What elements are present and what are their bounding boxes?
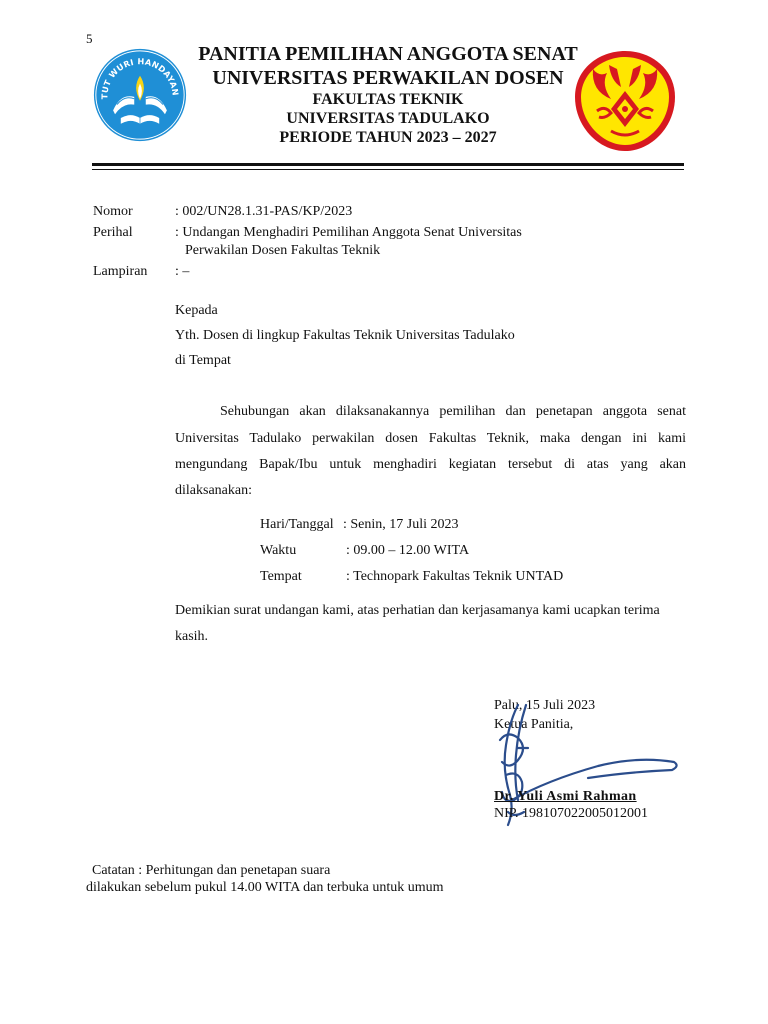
svg-text:TUT WURI HANDAYANI: TUT WURI HANDAYAN	[99, 56, 181, 100]
closing-line-1: Demikian surat undangan kami, atas perhatian dan kerjasamanya kami ucapkan terima	[175, 603, 660, 618]
body-line-3: mengundang Bapak/Ibu untuk menghadiri kegiatan tersebut di atas yang akan	[175, 457, 686, 472]
perihal-value-line-2: Perwakilan Dosen Fakultas Teknik	[185, 243, 381, 258]
header-line-4: UNIVERSITAS TADULAKO	[286, 110, 490, 127]
header-line-2: UNIVERSITAS PERWAKILAN DOSEN	[212, 67, 564, 89]
detail-value-place: : Technopark Fakultas Teknik UNTAD	[346, 569, 564, 584]
header-line-5: PERIODE TAHUN 2023 – 2027	[279, 129, 497, 146]
body-line-2: Universitas Tadulako perwakilan dosen Fakultas Teknik, maka dengan ini kami	[175, 431, 686, 446]
signature-role: Ketua Panitia,	[494, 717, 574, 732]
signature-place-date: Palu, 15 Juli 2023	[494, 698, 596, 713]
closing-line-2: kasih.	[175, 629, 209, 644]
signer-nip: NIP. 198107022005012001	[494, 806, 649, 821]
perihal-label: Perihal	[93, 225, 133, 240]
lampiran-label: Lampiran	[93, 264, 148, 279]
lampiran-value: : –	[175, 264, 190, 279]
detail-value-time: : 09.00 – 12.00 WITA	[346, 543, 470, 558]
detail-label-place: Tempat	[260, 569, 302, 584]
header-divider-thin	[92, 169, 684, 170]
detail-value-date: : Senin, 17 Juli 2023	[343, 517, 459, 532]
body-line-4: dilaksanakan:	[175, 483, 252, 498]
header-divider-thick	[92, 163, 684, 166]
nomor-value: : 002/UN28.1.31-PAS/KP/2023	[175, 204, 353, 219]
nomor-label: Nomor	[93, 204, 133, 219]
recipient-line-1: Kepada	[175, 303, 218, 318]
header-line-1: PANITIA PEMILIHAN ANGGOTA SENAT	[198, 43, 578, 65]
body-line-1: Sehubungan akan dilaksanakannya pemilihan dan penetapan anggota senat	[220, 404, 686, 419]
note-line-2: dilakukan sebelum pukul 14.00 WITA dan terbuka untuk umum	[86, 880, 444, 895]
page-number: 5	[86, 31, 93, 46]
recipient-line-3: di Tempat	[175, 353, 231, 368]
note-line-1: Catatan : Perhitungan dan penetapan suara	[92, 863, 331, 878]
universitas-tadulako-logo	[571, 47, 679, 155]
header-line-3: FAKULTAS TEKNIK	[312, 91, 464, 108]
detail-label-time: Waktu	[260, 543, 297, 558]
recipient-line-2: Yth. Dosen di lingkup Fakultas Teknik Universitas Tadulako	[175, 328, 515, 343]
perihal-value-line-1: : Undangan Menghadiri Pemilihan Anggota Senat Universitas	[175, 225, 522, 240]
signer-name: Dr. Yuli Asmi Rahman	[494, 789, 637, 804]
tut-wuri-handayani-logo	[92, 47, 188, 143]
detail-label-date: Hari/Tanggal	[260, 517, 334, 532]
